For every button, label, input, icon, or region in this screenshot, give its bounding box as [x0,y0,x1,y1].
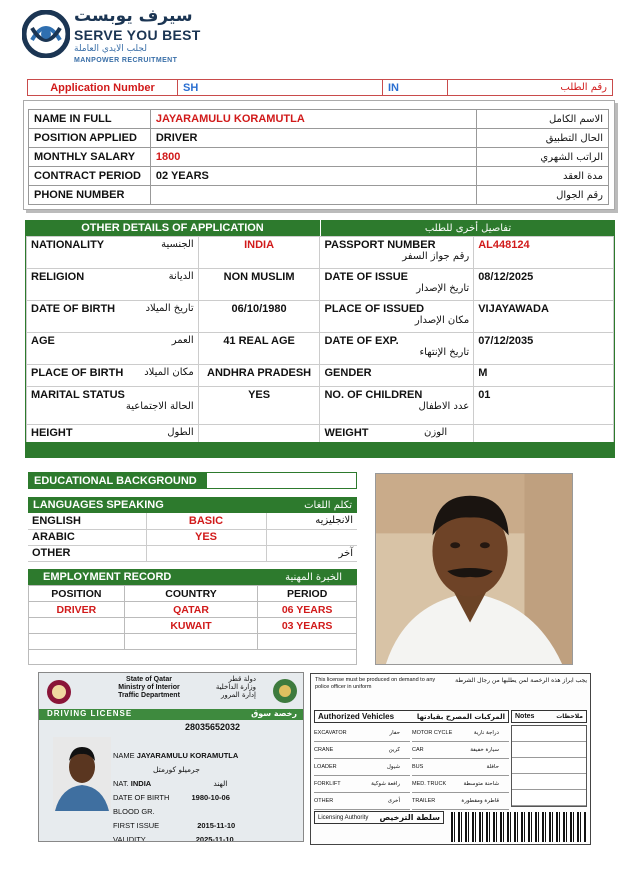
pob-label: PLACE OF BIRTH مكان الميلاد [27,365,199,387]
vehicle-name-ar: أخرى [387,798,400,804]
marital-value: YES [198,387,320,425]
licensing-authority-label-ar: سلطة الترخيص [379,813,440,822]
vehicle-name: EXCAVATOR [314,730,347,736]
other-details-header [25,220,615,236]
issue-date-label: DATE OF ISSUE تاريخ الإصدار [320,269,474,301]
license-title-ar: رخصة سوق [251,709,297,718]
qatar-emblem-icon [45,677,73,707]
authorized-vehicles-title-ar: المركبات المصرح بقيادتها [416,712,505,721]
children-value: 01 [474,387,614,425]
nationality-value: INDIA [198,237,320,269]
employment-header-row [29,586,357,602]
license-dob-line: DATE OF BIRTH 1980-10-06 [113,793,230,802]
personal-value: JAYARAMULU KORAMUTLA [150,110,476,129]
license-ministry: Ministry of Interior [118,684,180,691]
license-dept-ar: إدارة المرور [220,691,256,699]
authorized-vehicles-header [314,710,509,723]
language-level [146,545,266,561]
license-title-band [39,709,304,720]
vehicle-name-ar: دراجة نارية [473,730,499,736]
employment-row [29,602,357,618]
age-label: AGE العمر [27,333,199,365]
expiry-label: DATE OF EXP. تاريخ الإنتهاء [320,333,474,365]
license-name-line: NAME JAYARAMULU KORAMUTLA [113,751,239,760]
employment-col-period: PERIOD [258,586,357,602]
employment-header [28,569,357,585]
license-back-note-ar: يجب ابراز هذه الرخصة لمن يطلبها من رجال الشرطة [455,677,587,684]
language-name-ar [266,529,357,545]
languages-header [28,497,357,513]
personal-value [150,186,476,205]
vehicle-row [412,725,509,742]
license-validity-line: VALIDITY 2025-11-10 [113,835,234,842]
language-name: ENGLISH [28,513,146,529]
application-number-prefix[interactable]: SH [178,80,383,95]
language-name: ARABIC [28,529,146,545]
personal-value: 1800 [150,148,476,167]
authorized-vehicles-title: Authorized Vehicles [318,712,395,721]
traffic-dept-logo-icon [271,677,299,705]
education-header [28,472,357,489]
vehicle-row [314,725,410,742]
language-row [28,545,357,561]
driving-license-back [310,673,591,845]
personal-label-ar: رقم الجوال [477,186,609,205]
personal-label-ar: الراتب الشهري [477,148,609,167]
passport-value: AL448124 [474,237,614,269]
personal-row [29,167,609,186]
personal-label-ar: مدة العقد [477,167,609,186]
marital-label: MARITAL STATUS الحالة الاجتماعية [27,387,199,425]
issue-place-value: VIJAYAWADA [474,301,614,333]
application-number-bar [27,79,613,96]
language-name: OTHER [28,545,146,561]
personal-label: MONTHLY SALARY [29,148,151,167]
license-state: State of Qatar [126,676,172,683]
personal-value: 02 YEARS [150,167,476,186]
employment-row [29,634,357,650]
vehicle-row [314,742,410,759]
notes-header [511,710,587,723]
license-barcode [451,812,586,842]
notes-title-ar: ملاحظات [556,713,583,720]
brand-tagline-ar: لجلب الايدي العاملة [74,44,147,54]
application-number-label-ar: رقم الطلب [560,82,607,93]
vehicle-name: LOADER [314,764,337,770]
pob-value: ANDHRA PRADESH [198,365,320,387]
vehicle-name-ar: حفار [389,730,400,736]
applicant-photo [375,473,573,665]
vehicle-name-ar: قاطرة ومقطورة [461,798,499,804]
license-state-ar: دولة قطر [228,675,256,683]
expiry-value: 07/12/2035 [474,333,614,365]
other-details-footer-bar [26,442,614,457]
dob-label: DATE OF BIRTH تاريخ الميلاد [27,301,199,333]
dob-value: 06/10/1980 [198,301,320,333]
vehicle-list-right [412,725,509,810]
vehicle-name: BUS [412,764,424,770]
employment-country: QATAR [124,602,258,618]
gender-value: M [474,365,614,387]
license-blood-line: BLOOD GR. [113,807,155,816]
vehicle-row [314,759,410,776]
personal-label: CONTRACT PERIOD [29,167,151,186]
children-label: NO. OF CHILDREN عدد الاطفال [320,387,474,425]
employment-period: 06 YEARS [258,602,357,618]
language-level: BASIC [146,513,266,529]
application-number-label: Application Number [28,80,178,95]
employment-position [29,618,125,634]
brand-tagline: MANPOWER RECRUITMENT [74,57,178,64]
language-name-ar: الانجليزيه [266,513,357,529]
vehicle-name: MOTOR CYCLE [412,730,453,736]
weight-value [474,425,614,443]
vehicle-name: CRANE [314,747,334,753]
license-dept: Traffic Department [118,692,180,699]
employment-title-ar: الخبرة المهنية [285,571,342,583]
other-details-table [26,236,614,443]
employment-position: DRIVER [29,602,125,618]
personal-row [29,186,609,205]
brand-name-ar: سيرف يوبست [74,6,193,26]
application-number-middle[interactable]: IN [383,80,448,95]
license-nat-line: NAT. INDIA الهند [113,779,228,788]
employment-period: 03 YEARS [258,618,357,634]
vehicle-name-ar: كرين [388,747,400,753]
vehicle-row [412,793,509,810]
employment-table [28,585,357,650]
vehicle-row [412,776,509,793]
vehicle-name: CAR [412,747,424,753]
height-value [198,425,320,443]
personal-label-ar: الاسم الكامل [477,110,609,129]
languages-table [28,513,357,562]
company-logo-icon [22,10,70,58]
license-number: 28035652032 [185,722,241,732]
vehicle-row [412,742,509,759]
vehicle-name-ar: شاحنة متوسطة [463,781,499,787]
vehicle-name: MED. TRUCK [412,781,447,787]
employment-title: EMPLOYMENT RECORD [43,571,172,583]
personal-row [29,110,609,129]
licensing-authority-label: Licensing Authority [318,814,369,821]
employment-col-position: POSITION [29,586,125,602]
vehicle-name-ar: سيارة خفيفة [470,747,499,753]
vehicle-row [412,759,509,776]
license-name-ar: جرميلو كورمتل [153,765,200,774]
language-row [28,529,357,545]
language-name-ar: آخر [266,545,357,561]
employment-row [29,618,357,634]
notes-box [511,725,587,807]
age-value: 41 REAL AGE [198,333,320,365]
personal-info-table [28,109,609,205]
employment-col-country: COUNTRY [124,586,258,602]
nationality-label: NATIONALITY الجنسية [27,237,199,269]
license-ministry-ar: وزارة الداخلية [215,683,256,691]
languages-title: LANGUAGES SPEAKING [33,499,164,511]
vehicle-list-left [314,725,410,810]
vehicle-name: TRAILER [412,798,436,804]
other-details-title: OTHER DETAILS OF APPLICATION [81,222,264,234]
personal-row [29,129,609,148]
height-label: HEIGHT الطول [27,425,199,443]
issue-date-value: 08/12/2025 [474,269,614,301]
religion-label: RELIGION الديانة [27,269,199,301]
vehicle-name-ar: رافعة شوكية [371,781,400,787]
brand-name: SERVE YOU BEST [74,27,201,43]
personal-label: PHONE NUMBER [29,186,151,205]
personal-value: DRIVER [150,129,476,148]
other-details-title-ar: تفاصيل أخرى للطلب [320,220,615,236]
license-first-issue-line: FIRST ISSUE 2015-11-10 [113,821,236,830]
personal-label-ar: الحال التطبيق [477,129,609,148]
employment-country: KUWAIT [124,618,258,634]
language-row [28,513,357,529]
driving-license-front [38,672,304,842]
licensing-authority [314,811,444,824]
license-back-note: This license must be produced on demand to any police officer in uniform [315,677,436,690]
personal-label: NAME IN FULL [29,110,151,129]
license-photo [53,737,111,811]
vehicle-name: FORKLIFT [314,781,341,787]
vehicle-name: OTHER [314,798,334,804]
gender-label: GENDER [320,365,474,387]
languages-title-ar: تكلم اللغات [304,499,352,511]
personal-label: POSITION APPLIED [29,129,151,148]
vehicle-row [314,793,410,810]
language-level: YES [146,529,266,545]
education-title: EDUCATIONAL BACKGROUND [29,473,207,488]
passport-label: PASSPORT NUMBER رقم جواز السفر [320,237,474,269]
issue-place-label: PLACE OF ISSUED مكان الإصدار [320,301,474,333]
weight-label: WEIGHT الوزن [320,425,474,443]
vehicle-row [314,776,410,793]
vehicle-name-ar: حافلة [486,764,499,770]
personal-row [29,148,609,167]
religion-value: NON MUSLIM [198,269,320,301]
vehicle-name-ar: شيول [386,764,400,770]
license-title: DRIVING LICENSE [47,709,133,718]
notes-title: Notes [515,713,535,720]
